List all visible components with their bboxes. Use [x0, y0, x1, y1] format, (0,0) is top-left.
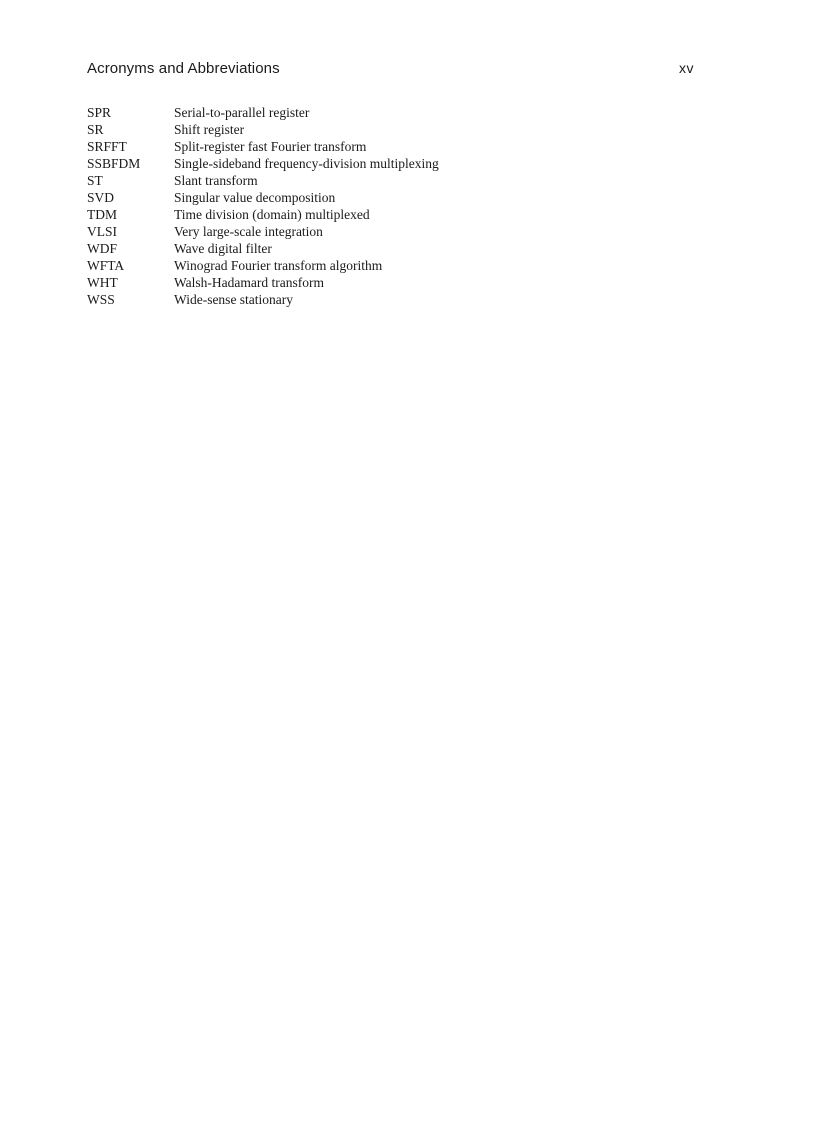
acronym-definition: Very large-scale integration [174, 224, 323, 239]
acronym-entry [87, 189, 439, 206]
acronym-entry [87, 240, 439, 257]
acronym: SR [87, 122, 104, 137]
acronym: SRFFT [87, 139, 127, 154]
acronym-definition: Wave digital filter [174, 241, 272, 256]
acronym-definition: Winograd Fourier transform algorithm [174, 258, 383, 273]
acronym-entry [87, 257, 439, 274]
acronym-list [87, 104, 439, 308]
acronym: SVD [87, 190, 115, 205]
acronym: WSS [87, 292, 115, 307]
acronym-definition: Split-register fast Fourier transform [174, 139, 367, 154]
acronym-definition: Walsh-Hadamard transform [174, 275, 324, 290]
acronym: VLSI [87, 224, 117, 239]
acronym-definition: Time division (domain) multiplexed [174, 207, 370, 222]
acronym-entry [87, 104, 439, 121]
acronym-entry [87, 172, 439, 189]
acronym-definition: Wide-sense stationary [174, 292, 294, 307]
acronym: SSBFDM [87, 156, 141, 171]
acronym-entry [87, 155, 439, 172]
acronym-entry [87, 206, 439, 223]
acronym: ST [87, 173, 103, 188]
acronym-definition: Shift register [174, 122, 245, 137]
acronym: WHT [87, 275, 118, 290]
acronym: SPR [87, 105, 112, 120]
acronym: TDM [87, 207, 117, 222]
running-title: Acronyms and Abbreviations [87, 60, 280, 77]
acronym-definition: Single-sideband frequency-division multiplexing [174, 156, 439, 171]
acronym-definition: Serial-to-parallel register [174, 105, 310, 120]
acronym-entry [87, 274, 439, 291]
acronym-definition: Slant transform [174, 173, 258, 188]
acronym-entry [87, 223, 439, 240]
acronym-entry [87, 138, 439, 155]
acronym-definition: Singular value decomposition [174, 190, 336, 205]
acronym-entry [87, 291, 439, 308]
page-number: xv [679, 60, 694, 76]
acronym: WDF [87, 241, 117, 256]
page-header [87, 60, 694, 77]
acronym: WFTA [87, 258, 125, 273]
acronym-entry [87, 121, 439, 138]
